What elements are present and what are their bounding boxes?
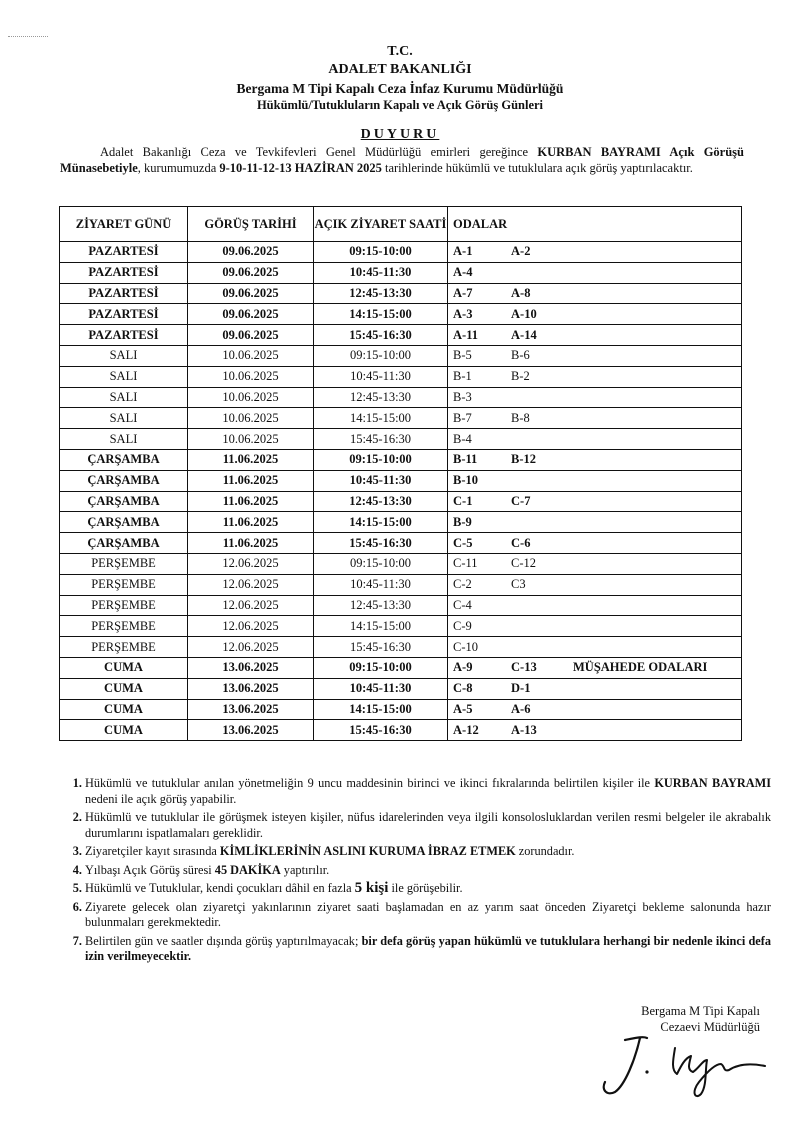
room-1: B-11 [453, 452, 478, 467]
rooms-cell [448, 242, 742, 263]
visit-day-cell: PERŞEMBE [60, 616, 188, 637]
table-row [60, 325, 742, 346]
room-1: B-4 [453, 431, 472, 446]
notes-list [60, 776, 771, 968]
note-5-text: Hükümlü ve Tutuklular, kendi çocukları dâhil en fazla [85, 881, 355, 895]
note-4-bold: 45 DAKİKA [214, 862, 281, 877]
note-3 [85, 844, 771, 860]
table-row [60, 470, 742, 491]
room-1: B-1 [453, 369, 472, 384]
rooms-cell [448, 325, 742, 346]
intro-bold-2: 9-10-11-12-13 HAZİRAN 2025 [219, 161, 382, 175]
table-row [60, 699, 742, 720]
room-2: A-10 [511, 306, 537, 321]
note-5-text-end: ile görüşebilir. [388, 881, 463, 895]
visit-date-cell: 11.06.2025 [188, 449, 314, 470]
visit-day-cell: ÇARŞAMBA [60, 449, 188, 470]
rooms-cell [448, 616, 742, 637]
visit-day-cell: SALI [60, 366, 188, 387]
note-6: 6. Ziyarete gelecek olan ziyaretçi yakınlarının ziyaret saati başlamadan en az yarım saat önceden Ziyaretçi bekleme salonunda hazır bulunmaları gerekmektedir. [85, 900, 771, 931]
intro-text-2: , kurumumuzda [137, 161, 220, 175]
table-body [60, 242, 742, 741]
visit-date-cell: 10.06.2025 [188, 345, 314, 366]
visit-time-cell: 14:15-15:00 [314, 304, 448, 325]
room-2: A-6 [511, 701, 531, 716]
note-2: 2. Hükümlü ve tutuklular ile görüşmek isteyen kişiler, nüfus idarelerinden veya ilgili konsolosluklardan verilen resmi belgeler ile akrabalık durumlarını ispatlamaları gereklidir. [85, 810, 771, 841]
signature-line-1: Bergama M Tipi Kapalı [641, 1004, 760, 1018]
rooms-cell [448, 408, 742, 429]
visit-time-cell: 12:45-13:30 [314, 491, 448, 512]
room-1: B-9 [453, 514, 472, 529]
visit-time-cell: 15:45-16:30 [314, 637, 448, 658]
rooms-cell [448, 470, 742, 491]
visit-day-cell: CUMA [60, 657, 188, 678]
rooms-cell [448, 387, 742, 408]
visit-day-cell: ÇARŞAMBA [60, 512, 188, 533]
visit-date-cell: 09.06.2025 [188, 262, 314, 283]
note-3-text-end: zorundadır. [515, 844, 575, 858]
visit-date-cell: 11.06.2025 [188, 470, 314, 491]
intro-paragraph [60, 144, 744, 176]
note-4-text: Yılbaşı Açık Görüş süresi [85, 862, 215, 877]
visit-time-cell: 15:45-16:30 [314, 533, 448, 554]
rooms-cell [448, 304, 742, 325]
table-header-row [60, 207, 742, 242]
visit-time-cell: 10:45-11:30 [314, 262, 448, 283]
header-visit-date: GÖRÜŞ TARİHİ [188, 207, 314, 242]
room-1: A-4 [453, 265, 473, 280]
room-2: C-12 [511, 556, 536, 571]
visit-day-cell: SALI [60, 387, 188, 408]
visit-time-cell: 09:15-10:00 [314, 449, 448, 470]
visit-day-cell: PAZARTESİ [60, 304, 188, 325]
table-row [60, 616, 742, 637]
visit-date-cell: 13.06.2025 [188, 699, 314, 720]
room-1: C-5 [453, 535, 473, 550]
table-row [60, 533, 742, 554]
visit-time-cell: 09:15-10:00 [314, 242, 448, 263]
note-7-text: Belirtilen gün ve saatler dışında görüş yaptırılmayacak; [85, 933, 362, 948]
room-1: B-7 [453, 410, 472, 425]
room-2: B-2 [511, 369, 530, 384]
visit-time-cell: 10:45-11:30 [314, 574, 448, 595]
note-1-text-end: nedeni ile açık görüş yapabilir. [85, 791, 237, 806]
rooms-cell [448, 491, 742, 512]
visit-day-cell: PAZARTESİ [60, 242, 188, 263]
header-subtitle: Hükümlü/Tutukluların Kapalı ve Açık Görüş Günleri [256, 98, 544, 112]
rooms-cell [448, 699, 742, 720]
note-7 [85, 934, 771, 965]
header-institution: Bergama M Tipi Kapalı Ceza İnfaz Kurumu Müdürlüğü [236, 81, 564, 96]
visit-time-cell: 12:45-13:30 [314, 283, 448, 304]
handwritten-signature [595, 1030, 785, 1110]
table-row [60, 449, 742, 470]
room-note: MÜŞAHEDE ODALARI [573, 660, 708, 675]
table-row [60, 262, 742, 283]
table-row [60, 678, 742, 699]
visit-day-cell: PERŞEMBE [60, 637, 188, 658]
room-1: B-5 [453, 348, 472, 363]
visit-day-cell: SALI [60, 429, 188, 450]
table-row [60, 637, 742, 658]
table-row [60, 720, 742, 741]
visit-day-cell: ÇARŞAMBA [60, 491, 188, 512]
room-1: A-1 [453, 244, 473, 259]
visit-time-cell: 12:45-13:30 [314, 595, 448, 616]
room-2: A-14 [511, 327, 537, 342]
header-visit-day: ZİYARET GÜNÜ [60, 207, 188, 242]
table-row [60, 491, 742, 512]
note-1-text: Hükümlü ve tutuklular anılan yönetmeliğin 9 uncu maddesinin birinci ve ikinci fıkralarında belirtilen kişiler ile [85, 776, 655, 790]
visit-day-cell: PERŞEMBE [60, 553, 188, 574]
rooms-cell [448, 553, 742, 574]
rooms-cell [448, 283, 742, 304]
room-2: C3 [511, 577, 526, 592]
visit-date-cell: 12.06.2025 [188, 595, 314, 616]
note-1 [85, 776, 771, 807]
table-row [60, 345, 742, 366]
rooms-cell [448, 720, 742, 741]
header-ministry: ADALET BAKANLIĞI [328, 62, 472, 77]
visit-date-cell: 12.06.2025 [188, 553, 314, 574]
room-2: A-13 [511, 722, 537, 737]
intro-bold-1: KURBAN BAYRAMI Açık Görüşü Münasebetiyle [60, 145, 744, 175]
room-2: A-8 [511, 285, 531, 300]
visit-schedule-table [59, 206, 742, 741]
rooms-cell [448, 449, 742, 470]
visit-day-cell: ÇARŞAMBA [60, 470, 188, 491]
visit-time-cell: 10:45-11:30 [314, 470, 448, 491]
visit-time-cell: 09:15-10:00 [314, 345, 448, 366]
table-row [60, 387, 742, 408]
visit-date-cell: 13.06.2025 [188, 678, 314, 699]
table-row [60, 283, 742, 304]
room-2: C-6 [511, 535, 531, 550]
header-tc: T.C. [387, 44, 413, 59]
visit-time-cell: 15:45-16:30 [314, 429, 448, 450]
rooms-cell [448, 533, 742, 554]
intro-text-1: Adalet Bakanlığı Ceza ve Tevkifevleri Genel Müdürlüğü emirleri gereğince [100, 145, 538, 159]
rooms-cell [448, 678, 742, 699]
visit-time-cell: 14:15-15:00 [314, 408, 448, 429]
visit-time-cell: 09:15-10:00 [314, 657, 448, 678]
table-row [60, 408, 742, 429]
visit-time-cell: 14:15-15:00 [314, 699, 448, 720]
visit-day-cell: SALI [60, 408, 188, 429]
visit-day-cell: CUMA [60, 699, 188, 720]
visit-date-cell: 10.06.2025 [188, 429, 314, 450]
visit-day-cell: PAZARTESİ [60, 283, 188, 304]
visit-date-cell: 13.06.2025 [188, 657, 314, 678]
visit-date-cell: 11.06.2025 [188, 512, 314, 533]
room-2: B-6 [511, 348, 530, 363]
room-2: C-7 [511, 493, 531, 508]
note-3-bold: KİMLİKLERİNİN ASLINI KURUMA İBRAZ ETMEK [219, 844, 516, 858]
room-1: C-10 [453, 639, 478, 654]
visit-date-cell: 09.06.2025 [188, 283, 314, 304]
header-rooms: ODALAR [448, 207, 742, 242]
visit-date-cell: 11.06.2025 [188, 491, 314, 512]
room-2: C-13 [511, 660, 537, 675]
room-1: C-9 [453, 618, 472, 633]
room-2: A-2 [511, 244, 531, 259]
rooms-cell [448, 637, 742, 658]
visit-date-cell: 10.06.2025 [188, 408, 314, 429]
note-4 [85, 863, 771, 879]
room-2: B-12 [511, 452, 536, 467]
visit-date-cell: 09.06.2025 [188, 242, 314, 263]
visit-time-cell: 15:45-16:30 [314, 325, 448, 346]
visit-date-cell: 09.06.2025 [188, 325, 314, 346]
table-row [60, 553, 742, 574]
signature-line-2: Cezaevi Müdürlüğü [660, 1020, 760, 1034]
announcement-title: DUYURU [360, 127, 440, 142]
rooms-cell [448, 512, 742, 533]
rooms-cell [448, 345, 742, 366]
visit-day-cell: CUMA [60, 678, 188, 699]
header-visit-time: AÇIK ZİYARET SAATİ [314, 207, 448, 242]
table-row [60, 574, 742, 595]
note-3-text: Ziyaretçiler kayıt sırasında [85, 844, 220, 858]
room-2: B-8 [511, 410, 530, 425]
table-row [60, 595, 742, 616]
rooms-cell [448, 657, 742, 678]
visit-date-cell: 13.06.2025 [188, 720, 314, 741]
room-1: C-2 [453, 577, 472, 592]
room-1: A-7 [453, 285, 473, 300]
table-row [60, 366, 742, 387]
room-2: D-1 [511, 681, 531, 696]
room-1: A-12 [453, 722, 479, 737]
note-7-bold: bir defa görüş yapan hükümlü ve tutuklulara herhangi bir nedenle ikinci defa izin verilmeyecektir. [85, 933, 771, 963]
visit-time-cell: 10:45-11:30 [314, 366, 448, 387]
room-1: C-4 [453, 597, 472, 612]
room-1: B-10 [453, 473, 478, 488]
scan-artifact [8, 36, 48, 38]
room-1: B-3 [453, 389, 472, 404]
table-row [60, 304, 742, 325]
note-4-text-end: yaptırılır. [280, 862, 330, 877]
visit-date-cell: 10.06.2025 [188, 387, 314, 408]
visit-day-cell: PAZARTESİ [60, 262, 188, 283]
visit-date-cell: 11.06.2025 [188, 533, 314, 554]
room-1: A-3 [453, 306, 473, 321]
visit-date-cell: 12.06.2025 [188, 637, 314, 658]
room-1: C-11 [453, 556, 478, 571]
visit-time-cell: 09:15-10:00 [314, 553, 448, 574]
rooms-cell [448, 574, 742, 595]
visit-time-cell: 12:45-13:30 [314, 387, 448, 408]
rooms-cell [448, 262, 742, 283]
visit-time-cell: 14:15-15:00 [314, 512, 448, 533]
room-1: C-1 [453, 493, 473, 508]
visit-day-cell: PERŞEMBE [60, 574, 188, 595]
note-1-bold: KURBAN BAYRAMI [654, 776, 771, 790]
room-1: C-8 [453, 681, 473, 696]
table-row [60, 512, 742, 533]
visit-time-cell: 14:15-15:00 [314, 616, 448, 637]
table-row [60, 242, 742, 263]
visit-day-cell: CUMA [60, 720, 188, 741]
visit-time-cell: 15:45-16:30 [314, 720, 448, 741]
note-5-bold: 5 kişi [354, 880, 389, 896]
visit-day-cell: PERŞEMBE [60, 595, 188, 616]
rooms-cell [448, 366, 742, 387]
visit-day-cell: ÇARŞAMBA [60, 533, 188, 554]
intro-text-3: tarihlerinde hükümlü ve tutuklulara açık görüş yaptırılacaktır. [381, 161, 693, 175]
visit-date-cell: 09.06.2025 [188, 304, 314, 325]
visit-day-cell: PAZARTESİ [60, 325, 188, 346]
rooms-cell [448, 429, 742, 450]
visit-date-cell: 12.06.2025 [188, 574, 314, 595]
table-row [60, 429, 742, 450]
visit-date-cell: 12.06.2025 [188, 616, 314, 637]
visit-time-cell: 10:45-11:30 [314, 678, 448, 699]
room-1: A-5 [453, 701, 473, 716]
visit-day-cell: SALI [60, 345, 188, 366]
rooms-cell [448, 595, 742, 616]
room-1: A-9 [453, 660, 473, 675]
table-row [60, 657, 742, 678]
note-5 [85, 881, 771, 897]
room-1: A-11 [453, 327, 478, 342]
visit-date-cell: 10.06.2025 [188, 366, 314, 387]
